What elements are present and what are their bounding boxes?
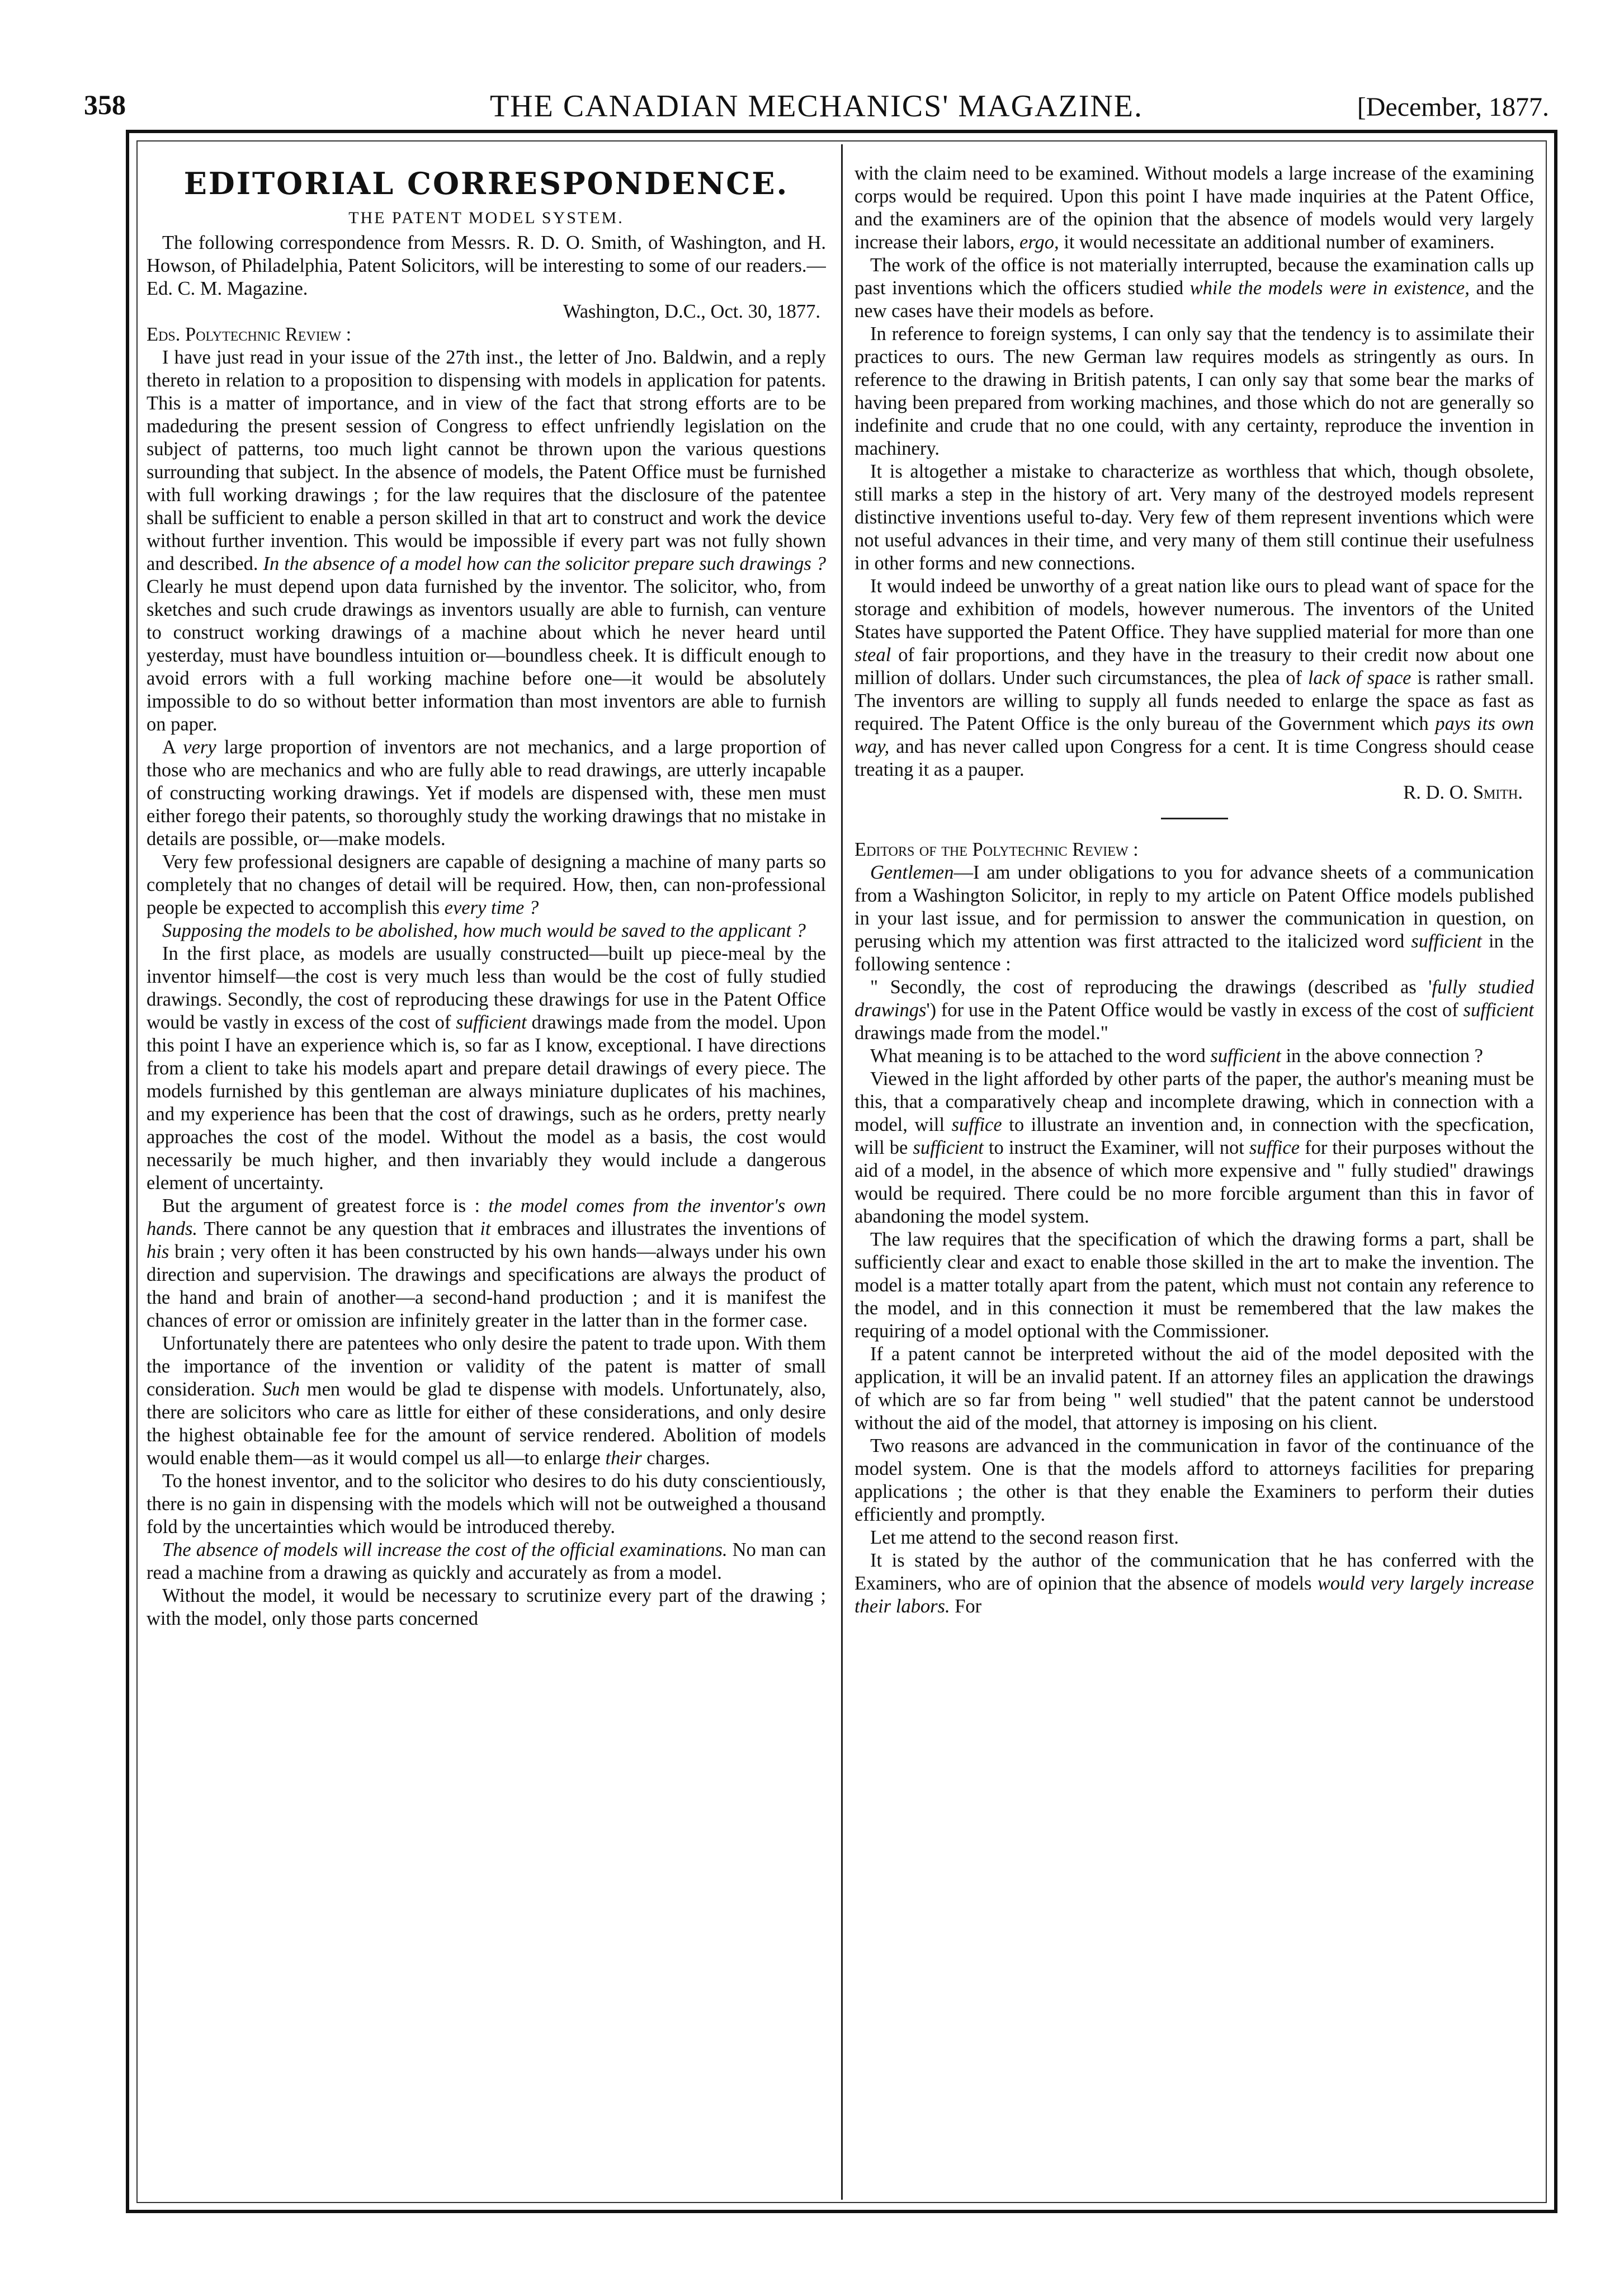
paragraph: Very few professional designers are capable of designing a machine of many parts so completely that no changes of detail will be required. How, then, can non-professional people be expected to accomplish this every time ?	[147, 851, 826, 918]
paragraph: Viewed in the light afforded by other parts of the paper, the author's meaning must be this, that a comparatively cheap and incomplete drawing, which in connection with a model, will suffice to illustrate an invention and, in connection with the specfication, will be sufficient to instruct the Examiner, will not suffice for their purposes without the aid of a model, in the absence of which more expensive and " fully studied" drawings would be required. There could be no more forcible argument than this in favor of abandoning the model system.	[855, 1068, 1534, 1227]
signature: R. D. O. Smith.	[1403, 782, 1523, 803]
right-column	[855, 162, 1534, 2187]
journal-title: THE CANADIAN MECHANICS' MAGAZINE.	[489, 89, 1144, 124]
paragraph: Let me attend to the second reason first.	[870, 1527, 1179, 1548]
letter-salutation: Editors of the Polytechnic Review :	[855, 839, 1139, 860]
page-header	[84, 84, 1549, 134]
left-column	[147, 162, 826, 2187]
paragraph: To the honest inventor, and to the solicitor who desires to do his duty conscientiously, there is no gain in dispensing with the models which will not be outweighed a thousand fold by the uncertainties which would be introduced thereby.	[147, 1470, 826, 1538]
article-heading: EDITORIAL CORRESPONDENCE.	[183, 166, 789, 201]
paragraph: Two reasons are advanced in the communication in favor of the continuance of the model system. One is that the models afford to attorneys facilities for preparing applications ; the other is that they enable the Examiners to perform their duties efficiently and promptly.	[855, 1435, 1534, 1525]
letter-dateline: Washington, D.C., Oct. 30, 1877.	[563, 301, 820, 322]
paragraph: A very large proportion of inventors are not mechanics, and a large proportion of those who are mechanics and who are fully able to read drawings, are utterly incapable of constructing working drawings. Yet if models are dispensed with, these men must either forego their patents, so thoroughly study the working drawings that no mistake in details are possible, or—make models.	[147, 737, 826, 850]
paragraph: Unfortunately there are patentees who only desire the patent to trade upon. With them the importance of the invention or validity of the patent is matter of small consideration. Such men would be glad te dispense with models. Unfortunately, also, there are solicitors who care as little for either of these considerations, and only desire the highest obtainable fee for the amount of service rendered. Abolition of models would enable them—as it would compel us all—to enlarge their charges.	[147, 1333, 826, 1469]
paragraph: with the claim need to be examined. Without models a large increase of the examining corps would be required. Upon this point I have made inquiries at the Patent Office, and the examiners are of the opinion that the absence of models would very largely increase their labors, ergo, it would necessitate an additional number of examiners.	[855, 163, 1534, 253]
paragraph: In reference to foreign systems, I can only say that the tendency is to assimilate their practices to ours. The new German law requires models as stringently as ours. In reference to the drawing in British patents, I can only say that some bear the marks of having been prepared from working machines, and those which do not are generally so indefinite and crude that no one could, with any certainty, reproduce the invention in machinery.	[855, 323, 1534, 459]
paragraph: It is stated by the author of the communication that he has conferred with the Examiners, who are of opinion that the absence of models would very largely increase their labors. For	[855, 1550, 1534, 1617]
issue-date: [December, 1877.	[1357, 92, 1549, 122]
article-subheading: THE PATENT MODEL SYSTEM.	[348, 209, 624, 227]
letter-salutation: Eds. Polytechnic Review :	[147, 324, 352, 345]
paragraph: The law requires that the specification of which the drawing forms a part, shall be sufficiently clear and exact to enable those skilled in the art to make the invention. The model is a matter totally apart from the patent, which must not contain any reference to the model, and in this connection it must be remembered that the law makes the requiring of a model optional with the Commissioner.	[855, 1229, 1534, 1342]
paragraph: It is altogether a mistake to characterize as worthless that which, though obsolete, still marks a step in the history of art. Very many of the destroyed models represent distinctive inventions useful to-day. Very few of them represent inventions which were not useful advances in their time, and very many of them still continue their usefulness in other forms and new connections.	[855, 461, 1534, 574]
paragraph: Supposing the models to be abolished, how much would be saved to the applicant ?	[162, 920, 806, 941]
paragraph: " Secondly, the cost of reproducing the drawings (described as 'fully studied drawings') for use in the Patent Office would be vastly in excess of the cost of sufficient drawings made from the model."	[855, 977, 1534, 1044]
intro-paragraph: The following correspondence from Messrs. R. D. O. Smith, of Washington, and H. Howson, of Philadelphia, Patent Solicitors, will be interesting to some of our readers.—Ed. C. M. Magazine.	[147, 232, 826, 299]
paragraph: But the argument of greatest force is : the model comes from the inventor's own hands. There cannot be any question that it embraces and illustrates the inventions of his brain ; very often it has been constructed by his own hands—always under his own direction and supervision. The drawings and specifications are always the product of the hand and brain of another—a second-hand production ; and it is manifest the chances of error or omission are infinitely greater in the latter than in the former case.	[147, 1195, 826, 1331]
column-divider	[841, 144, 843, 2200]
paragraph: Gentlemen—I am under obligations to you for advance sheets of a communication from a Washington Solicitor, in reply to my article on Patent Office models published in your last issue, and for permission to answer the communication in question, on perusing which my attention was first attracted to the italicized word sufficient in the following sentence :	[855, 862, 1534, 975]
page-number: 358	[84, 89, 126, 120]
letter-signature-line	[855, 781, 1534, 804]
section-rule	[1161, 818, 1228, 819]
paragraph: If a patent cannot be interpreted without the aid of the model deposited with the application, it will be an invalid patent. If an attorney files an application the drawings of which are so far from being " well studied" that the patent cannot be understood without the aid of the model, that attorney is imposing on his client.	[855, 1343, 1534, 1433]
paragraph: What meaning is to be attached to the word sufficient in the above connection ?	[870, 1045, 1483, 1067]
paragraph: In the first place, as models are usually constructed—built up piece-meal by the inventor himself—the cost is very much less than would be the cost of fully studied drawings. Secondly, the cost of reproducing these drawings for use in the Patent Office would be vastly in excess of the cost of sufficient drawings made from the model. Upon this point I have an experience which is, so far as I know, exceptional. I have directions from a client to take his models apart and prepare detail drawings of every piece. The models furnished by this gentleman are always miniature duplicates of his machines, and my experience has been that the cost of drawings, such as he orders, pretty nearly approaches the cost of the model. Without the model as a basis, the cost would necessarily be much higher, and then invariably they would include a dangerous element of uncertainty.	[147, 943, 826, 1194]
paragraph: Without the model, it would be necessary to scrutinize every part of the drawing ; with the model, only those parts concerned	[147, 1585, 826, 1629]
paragraph: I have just read in your issue of the 27th inst., the letter of Jno. Baldwin, and a reply thereto in relation to a proposition to dispensing with models in application for patents. This is a matter of importance, and in view of the fact that strong efforts are to be madeduring the present session of Congress to effect unfriendly legislation on the subject of patterns, too much light cannot be thrown upon the various questions surrounding that subject. In the absence of models, the Patent Office must be furnished with full working drawings ; for the law requires that the disclosure of the patentee shall be sufficient to enable a person skilled in that art to construct and work the device without further invention. This would be impossible if every part was not fully shown and described. In the absence of a model how can the solicitor prepare such drawings ? Clearly he must depend upon data furnished by the inventor. The solicitor, who, from sketches and such crude drawings as inventors usually are able to furnish, can venture to construct working drawings of a machine about which he never heard until yesterday, must have boundless intuition or—boundless cheek. It is difficult enough to avoid errors with a full working machine before one—it would be absolutely impossible to do so without better information than most inventors are able to furnish on paper.	[147, 347, 826, 735]
paragraph: It would indeed be unworthy of a great nation like ours to plead want of space for the storage and exhibition of models, however numerous. The inventors of the United States have supported the Patent Office. They have supplied material for more than one steal of fair proportions, and they have in the treasury to their credit now about one million of dollars. Under such circumstances, the plea of lack of space is rather small. The inventors are willing to supply all funds needed to enlarge the space as fast as required. The Patent Office is the only bureau of the Government which pays its own way, and has never called upon Congress for a cent. It is time Congress should cease treating it as a pauper.	[855, 576, 1534, 780]
paragraph: The absence of models will increase the cost of the official examinations. No man can read a machine from a drawing as quickly and accurately as from a model.	[147, 1539, 826, 1583]
paragraph: The work of the office is not materially interrupted, because the examination calls up past inventions which the officers studied while the models were in existence, and the new cases have their models as before.	[855, 254, 1534, 322]
